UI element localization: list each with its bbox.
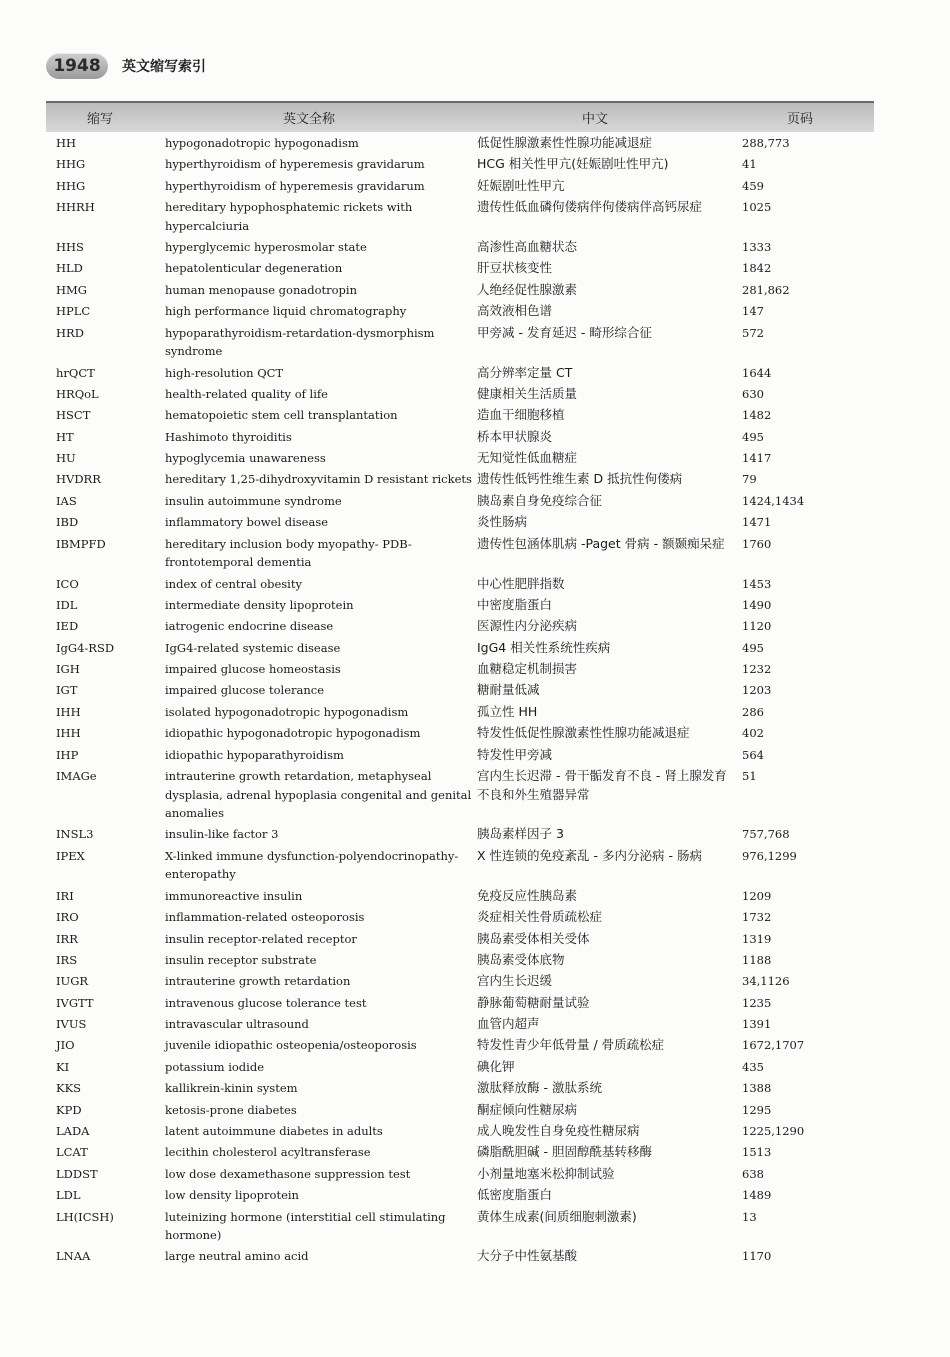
cell-english-full-name: insulin receptor-related receptor [165,931,357,946]
cell-page-numbers: 1225,1290 [742,1124,805,1139]
cell-page-numbers: 630 [742,386,764,401]
cell-abbreviation: IED [56,619,79,634]
cell-english-full-name: iatrogenic endocrine disease [165,619,334,634]
cell-abbreviation: IDL [56,597,78,612]
cell-page-numbers: 1424,1434 [742,493,805,508]
cell-page-numbers: 147 [742,304,764,319]
cell-english-full-name: immunoreactive insulin [165,888,303,903]
page-title: 英文缩写索引 [122,59,206,75]
table-row [46,887,874,906]
cell-page-numbers: 1295 [742,1102,772,1117]
cell-chinese-name: 炎性肠病 [477,514,528,530]
cell-chinese-name: 高渗性高血糖状态 [477,239,578,255]
cell-abbreviation: IBMPFD [56,536,106,551]
table-row [46,449,874,468]
cell-chinese-name: 低密度脂蛋白 [477,1187,553,1203]
cell-abbreviation: INSL3 [56,827,94,842]
cell-page-numbers: 1417 [742,451,772,466]
cell-abbreviation: HHG [56,157,86,172]
cell-page-numbers: 1732 [742,910,772,925]
cell-chinese-name: 孤立性 HH [477,703,538,719]
cell-abbreviation: IRS [56,952,78,967]
cell-page-numbers: 459 [742,178,764,193]
cell-abbreviation: LADA [56,1124,90,1139]
cell-chinese-name: 遗传性低钙性维生素 D 抵抗性佝偻病 [477,471,683,487]
cell-chinese-name: 宫内生长迟缓 [477,973,553,989]
cell-chinese-name: 静脉葡萄糖耐量试验 [477,994,590,1010]
cell-abbreviation: IRO [56,910,79,925]
cell-english-full-name: latent autoimmune diabetes in adults [165,1124,383,1139]
cell-chinese-name: 糖耐量低减 [477,682,540,698]
cell-page-numbers: 1490 [742,597,772,612]
cell-english-full-name: inflammatory bowel disease [165,515,329,530]
cell-abbreviation: LNAA [56,1249,91,1264]
column-header-abbreviation: 缩写 [86,112,113,127]
cell-english-full-name: intrauterine growth retardation [165,974,351,989]
cell-abbreviation: LCAT [56,1145,88,1160]
cell-english-full-name: low density lipoprotein [165,1188,299,1203]
table-row [46,703,874,722]
page-header [46,52,206,80]
table-row [46,724,874,743]
cell-page-numbers: 1025 [742,200,772,215]
cell-abbreviation: HHG [56,178,86,193]
cell-page-numbers: 1672,1707 [742,1038,805,1053]
table-row [46,198,874,235]
cell-english-full-name: hematopoietic stem cell transplantation [165,408,398,423]
cell-chinese-name: 造血干细胞移植 [477,407,565,423]
table-row [46,513,874,532]
cell-chinese-name: 大分子中性氨基酸 [477,1248,578,1264]
cell-english-full-name: hereditary inclusion body myopathy- PDB-frontotemporal dementia [165,536,412,570]
table-row [46,575,874,594]
cell-chinese-name: 健康相关生活质量 [477,385,578,401]
cell-english-full-name: IgG4-related systemic disease [165,640,341,655]
cell-english-full-name: idiopathic hypoparathyroidism [165,747,344,762]
cell-english-full-name: intravascular ultrasound [165,1017,309,1032]
table-row [46,535,874,572]
cell-english-full-name: hereditary hypophosphatemic rickets with hypercalciuria [165,200,413,233]
cell-abbreviation: IMAGe [56,769,97,784]
cell-english-full-name: intrauterine growth retardation, metaphyseal dysplasia, adrenal hypoplasia congenital and genital anomalies [165,769,472,821]
cell-abbreviation: HU [56,451,76,466]
table-row [46,259,874,278]
cell-english-full-name: insulin autoimmune syndrome [165,493,342,508]
table-row [46,1208,874,1245]
cell-english-full-name: health-related quality of life [165,386,328,401]
cell-abbreviation: IUGR [56,974,89,989]
cell-page-numbers: 1170 [742,1249,772,1264]
cell-chinese-name: 人绝经促性腺激素 [477,281,578,297]
cell-chinese-name: 无知觉性低血糖症 [477,450,578,466]
cell-chinese-name: 黄体生成素(间质细胞刺激素) [477,1208,637,1224]
cell-english-full-name: hyperglycemic hyperosmolar state [165,240,367,255]
cell-page-numbers: 34,1126 [742,974,790,989]
cell-english-full-name: high-resolution QCT [165,365,284,380]
cell-abbreviation: IHP [56,747,79,762]
cell-abbreviation: hrQCT [56,365,95,380]
cell-page-numbers: 495 [742,640,764,655]
cell-abbreviation: HHRH [56,200,95,215]
cell-abbreviation: KI [56,1059,70,1074]
cell-abbreviation: HH [56,136,77,150]
table-row [46,470,874,489]
cell-chinese-name: 高分辨率定量 CT [477,364,573,380]
column-header-english-full-name: 英文全称 [282,112,335,127]
cell-page-numbers: 1203 [742,683,772,698]
cell-english-full-name: X-linked immune dysfunction-polyendocrinopathy-enteropathy [165,848,459,882]
cell-page-numbers: 435 [742,1059,764,1074]
table-row [46,1247,874,1266]
cell-chinese-name: 中心性肥胖指数 [477,575,565,591]
cell-english-full-name: impaired glucose homeostasis [165,662,341,677]
cell-chinese-name: 特发性青少年低骨量 / 骨质疏松症 [477,1037,665,1053]
cell-page-numbers: 41 [742,157,757,172]
cell-english-full-name: ketosis-prone diabetes [165,1102,297,1117]
cell-page-numbers: 1120 [742,619,772,634]
cell-english-full-name: hypoparathyroidism-retardation-dysmorphism syndrome [165,325,435,359]
cell-page-numbers: 281,862 [742,282,790,297]
table-row [46,177,874,196]
cell-abbreviation: KKS [56,1081,82,1096]
cell-chinese-name: 成人晚发性自身免疫性糖尿病 [477,1123,640,1139]
cell-english-full-name: juvenile idiopathic osteopenia/osteoporosis [165,1038,417,1053]
cell-abbreviation: IRI [56,888,74,903]
cell-abbreviation: KPD [56,1102,82,1117]
cell-english-full-name: potassium iodide [165,1059,265,1074]
cell-chinese-name: 免疫反应性胰岛素 [477,887,578,903]
abbreviation-index-table [46,101,874,1269]
cell-abbreviation: HRQoL [56,386,99,401]
cell-english-full-name: hyperthyroidism of hyperemesis gravidarum [165,157,425,172]
table-row [46,1186,874,1205]
cell-english-full-name: human menopause gonadotropin [165,282,357,297]
cell-chinese-name: 宫内生长迟滞 - 骨干骺发育不良 - 肾上腺发育不良和外生殖器异常 [477,768,727,802]
cell-english-full-name: hereditary 1,25-dihydroxyvitamin D resistant rickets [165,472,472,487]
cell-chinese-name: 胰岛素样因子 3 [477,826,564,842]
cell-page-numbers: 288,773 [742,136,790,150]
cell-page-numbers: 1842 [742,261,772,276]
cell-chinese-name: 特发性低促性腺激素性性腺功能减退症 [477,725,690,741]
cell-page-numbers: 1319 [742,931,772,946]
cell-page-numbers: 1209 [742,888,772,903]
table-row [46,324,874,361]
page-number-badge: 1948 [46,53,108,79]
table-row [46,660,874,679]
table-header [46,101,874,132]
cell-abbreviation: IPEX [56,848,85,863]
cell-abbreviation: HLD [56,261,83,276]
cell-abbreviation: IHH [56,704,81,719]
cell-english-full-name: hepatolenticular degeneration [165,261,343,276]
cell-page-numbers: 1760 [742,536,772,551]
cell-chinese-name: 血管内超声 [477,1016,540,1032]
cell-page-numbers: 976,1299 [742,848,797,863]
cell-english-full-name: idiopathic hypogonadotropic hypogonadism [165,726,421,741]
cell-chinese-name: 甲旁减 - 发育延迟 - 畸形综合征 [477,324,652,340]
cell-page-numbers: 495 [742,429,764,444]
cell-abbreviation: ICO [56,576,79,591]
cell-chinese-name: 炎症相关性骨质疏松症 [477,909,603,925]
table-row [46,1036,874,1055]
cell-abbreviation: IBD [56,515,79,530]
cell-chinese-name: 磷脂酰胆碱 - 胆固醇酰基转移酶 [477,1144,652,1160]
table-row [46,972,874,991]
cell-abbreviation: IRR [56,931,78,946]
cell-page-numbers: 1235 [742,995,772,1010]
cell-english-full-name: low dose dexamethasone suppression test [165,1166,411,1181]
cell-abbreviation: IAS [56,493,77,508]
table-row [46,908,874,927]
cell-abbreviation: JIO [56,1038,75,1053]
table-row [46,951,874,970]
table-row [46,994,874,1013]
table-row [46,930,874,949]
cell-english-full-name: hypoglycemia unawareness [165,451,326,466]
cell-page-numbers: 1471 [742,515,772,530]
cell-page-numbers: 402 [742,726,764,741]
table-row [46,767,874,823]
cell-chinese-name: 血糖稳定机制损害 [477,661,578,677]
cell-abbreviation: IHH [56,726,81,741]
table-row [46,1165,874,1184]
table-body [46,132,874,1266]
table-row [46,746,874,765]
cell-chinese-name: X 性连锁的免疫紊乱 - 多内分泌病 - 肠病 [477,847,702,863]
cell-abbreviation: HVDRR [56,472,101,487]
column-header-chinese: 中文 [581,112,608,127]
cell-english-full-name: isolated hypogonadotropic hypogonadism [165,704,409,719]
cell-abbreviation: HMG [56,282,87,297]
cell-page-numbers: 1388 [742,1081,772,1096]
cell-page-numbers: 1644 [742,365,772,380]
table-row [46,406,874,425]
cell-chinese-name: 肝豆状核变性 [477,260,553,276]
cell-abbreviation: HPLC [56,304,91,319]
cell-abbreviation: IGT [56,683,78,698]
table-row [46,364,874,383]
cell-english-full-name: luteinizing hormone (interstitial cell stimulating hormone) [165,1209,446,1243]
table-row [46,281,874,300]
cell-page-numbers: 1489 [742,1188,772,1203]
cell-abbreviation: HSCT [56,408,91,423]
cell-english-full-name: large neutral amino acid [165,1249,309,1264]
table-row [46,238,874,257]
cell-abbreviation: IVGTT [56,995,94,1010]
table-row [46,428,874,447]
cell-page-numbers: 564 [742,747,764,762]
table-row [46,1015,874,1034]
cell-abbreviation: LDDST [56,1166,98,1181]
cell-chinese-name: 低促性腺激素性性腺功能减退症 [477,135,653,150]
cell-chinese-name: 碘化钾 [477,1058,515,1074]
cell-page-numbers: 1482 [742,408,772,423]
table-row [46,1101,874,1120]
cell-page-numbers: 1232 [742,662,772,677]
table-row [46,492,874,511]
table-row [46,155,874,174]
cell-english-full-name: hyperthyroidism of hyperemesis gravidarum [165,178,425,193]
cell-chinese-name: 中密度脂蛋白 [477,596,553,612]
cell-chinese-name: 胰岛素自身免疫综合征 [477,492,603,508]
cell-abbreviation: LH(ICSH) [56,1209,114,1224]
cell-page-numbers: 638 [742,1166,764,1181]
cell-english-full-name: lecithin cholesterol acyltransferase [165,1145,371,1160]
cell-abbreviation: HRD [56,325,84,340]
cell-english-full-name: impaired glucose tolerance [165,683,325,698]
table-row [46,1122,874,1141]
cell-chinese-name: IgG4 相关性系统性疾病 [477,639,611,655]
table-row [46,385,874,404]
table-row [46,1143,874,1162]
cell-english-full-name: inflammation-related osteoporosis [165,910,365,925]
cell-abbreviation: HT [56,429,74,444]
cell-english-full-name: intravenous glucose tolerance test [165,995,367,1010]
table-row [46,847,874,884]
cell-chinese-name: 胰岛素受体底物 [477,951,565,967]
table-row [46,825,874,844]
cell-page-numbers: 1513 [742,1145,772,1160]
table-row [46,1079,874,1098]
cell-english-full-name: insulin-like factor 3 [165,827,279,842]
cell-chinese-name: 高效液相色谱 [477,303,553,319]
cell-english-full-name: Hashimoto thyroiditis [165,429,292,444]
cell-page-numbers: 13 [742,1209,757,1224]
cell-page-numbers: 572 [742,325,764,340]
table-row [46,596,874,615]
cell-page-numbers: 1391 [742,1017,772,1032]
cell-english-full-name: hypogonadotropic hypogonadism [165,136,359,150]
cell-page-numbers: 51 [742,769,757,784]
table-row [46,134,874,153]
cell-page-numbers: 1188 [742,952,772,967]
cell-page-numbers: 1333 [742,240,772,255]
cell-chinese-name: 遗传性低血磷佝偻病伴佝偻病伴高钙尿症 [477,199,703,215]
cell-page-numbers: 757,768 [742,827,790,842]
table-row [46,617,874,636]
cell-english-full-name: insulin receptor substrate [165,952,317,967]
cell-chinese-name: 遗传性包涵体肌病 -Paget 骨病 - 额颞痴呆症 [477,535,725,551]
cell-chinese-name: 特发性甲旁减 [477,746,553,762]
cell-abbreviation: IVUS [56,1017,87,1032]
cell-chinese-name: 医源性内分泌疾病 [477,618,578,634]
cell-chinese-name: 妊娠剧吐性甲亢 [477,177,565,193]
cell-page-numbers: 1453 [742,576,772,591]
table-row [46,302,874,321]
cell-chinese-name: 胰岛素受体相关受体 [477,930,590,946]
cell-chinese-name: 激肽释放酶 - 激肽系统 [477,1080,602,1096]
cell-abbreviation: LDL [56,1188,81,1203]
cell-page-numbers: 79 [742,472,757,487]
cell-english-full-name: kallikrein-kinin system [165,1081,298,1096]
cell-abbreviation: IGH [56,662,80,677]
cell-chinese-name: 酮症倾向性糖尿病 [477,1101,578,1117]
table-row [46,681,874,700]
cell-english-full-name: index of central obesity [165,576,302,591]
cell-chinese-name: HCG 相关性甲亢(妊娠剧吐性甲亢) [477,156,669,172]
cell-chinese-name: 桥本甲状腺炎 [477,428,553,444]
cell-english-full-name: intermediate density lipoprotein [165,597,354,612]
table-row [46,1058,874,1077]
cell-abbreviation: HHS [56,240,84,255]
cell-abbreviation: IgG4-RSD [56,640,115,655]
column-header-page: 页码 [786,112,813,127]
cell-chinese-name: 小剂量地塞米松抑制试验 [477,1165,615,1181]
cell-page-numbers: 286 [742,704,764,719]
cell-english-full-name: high performance liquid chromatography [165,304,407,319]
table-row [46,639,874,658]
